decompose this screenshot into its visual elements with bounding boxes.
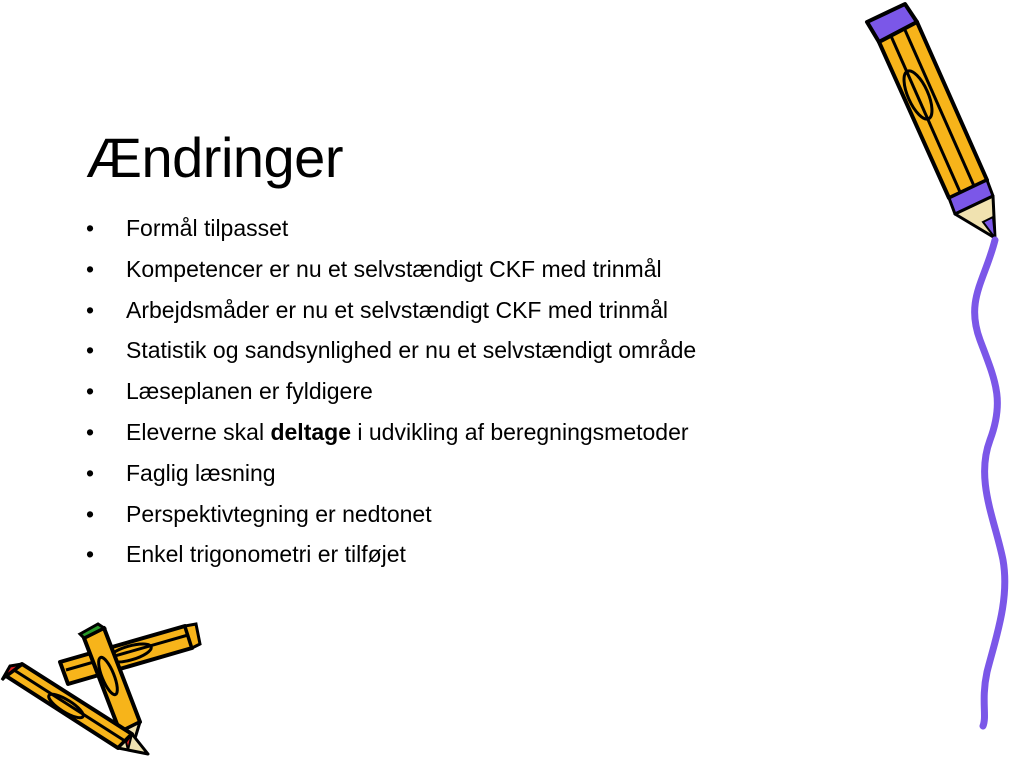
bullet-text: Statistik og sandsynlighed er nu et selvstændigt område — [126, 337, 697, 364]
bullet-marker: • — [86, 418, 95, 445]
bullet-text: Læseplanen er fyldigere — [126, 378, 373, 405]
crossed-pencils-clipart — [0, 618, 206, 758]
squiggle-line — [975, 240, 1005, 726]
pencil-icon — [867, 4, 995, 238]
bullet-text: Kompetencer er nu et selvstændigt CKF med trinmål — [126, 255, 662, 282]
bullet-marker: • — [86, 541, 95, 568]
bullet-marker: • — [86, 459, 95, 486]
list-item — [86, 494, 886, 535]
bullet-text: Faglig læsning — [126, 459, 276, 486]
list-item — [86, 330, 886, 371]
bullet-marker: • — [86, 215, 95, 241]
bullet-text: Enkel trigonometri er tilføjet — [126, 541, 406, 568]
list-item — [86, 453, 886, 494]
bullet-list — [86, 208, 886, 575]
bullet-text-pre: Eleverne skal — [126, 418, 271, 445]
bullet-marker: • — [86, 255, 95, 282]
bullet-marker: • — [86, 378, 95, 405]
list-item — [86, 208, 886, 249]
list-item — [86, 371, 886, 412]
bullet-marker: • — [86, 296, 95, 323]
slide-title: Ændringer — [86, 126, 343, 189]
pencil-squiggle-clipart — [855, 0, 1024, 730]
list-item — [86, 534, 886, 575]
bullet-marker: • — [86, 500, 95, 527]
bullet-text: Arbejdsmåder er nu et selvstændigt CKF med trinmål — [126, 296, 668, 323]
bullet-marker: • — [86, 337, 95, 364]
list-item — [86, 412, 886, 453]
list-item — [86, 290, 886, 331]
bullet-text-bold: deltage — [270, 418, 351, 445]
list-item — [86, 249, 886, 290]
bullet-text: Formål tilpasset — [126, 215, 289, 241]
bullet-text-post: i udvikling af beregningsmetoder — [351, 418, 689, 445]
bullet-text: Perspektivtegning er nedtonet — [126, 500, 432, 527]
